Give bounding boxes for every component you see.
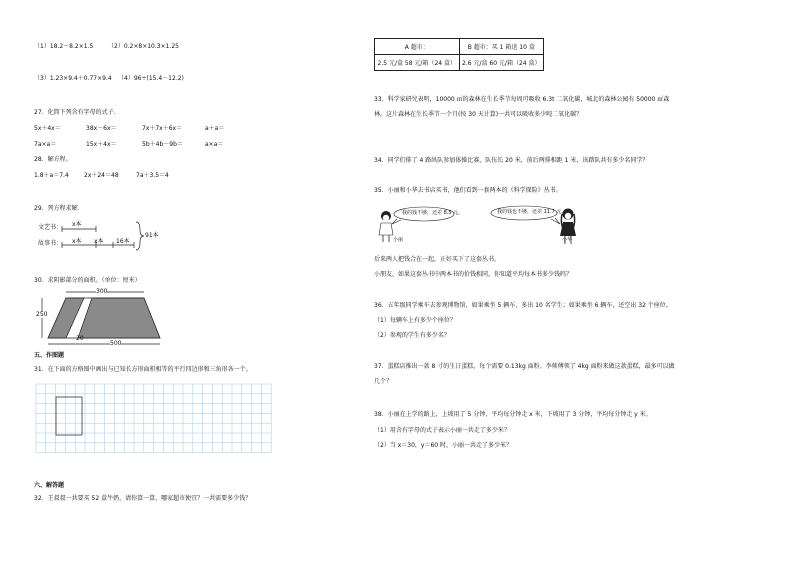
name-xiaohua: 小华 bbox=[562, 237, 573, 243]
speech-bubble-xiaoli: 我的钱不够，还差 8.5 元。 bbox=[402, 210, 464, 216]
q27-item: 5b＋4b－9b＝ bbox=[142, 141, 183, 148]
section-5-heading: 五、作图题 bbox=[34, 352, 65, 359]
q29-x-label: x本 bbox=[72, 238, 82, 245]
q38-part-1: （1）用含有字母的式子表示小丽一共走了多少米？ bbox=[374, 427, 510, 434]
q28-equation: 2x＋24＝48 bbox=[84, 172, 119, 179]
q34-text: 34．同学们排了 4 路纵队参加体操比赛，队伍长 20 米，前后两排相距 1 米，该踏队共有多少名同学？ bbox=[374, 157, 649, 164]
section-6-heading: 六、解答题 bbox=[34, 482, 65, 489]
q30-label-300: 300 bbox=[96, 288, 108, 295]
q27-item: a＋a＝ bbox=[205, 125, 225, 132]
supermarket-a-heading: A 超市： bbox=[375, 39, 460, 55]
q27-item: 7x＋7x＋6x＝ bbox=[142, 125, 183, 132]
q30-label-250: 250 bbox=[36, 311, 48, 318]
q27-item: 5x＋4x＝ bbox=[34, 125, 61, 132]
q36-line-1: 36．五年级同学乘车去参观博物馆，如果乘坐 5 辆车，多出 10 名学生；如果乘坐 6 辆车，还空出 32 个座位。 bbox=[374, 302, 672, 309]
q31-text: 31．在下面的方格图中画出与已知长方形面积相等的平行四边形和三角形各一个。 bbox=[34, 366, 252, 373]
girl-xiaoli-icon bbox=[379, 211, 393, 242]
q28-equation: 7a＋3.5＝4 bbox=[136, 172, 169, 179]
q36-part-2: （2）参观的学生有多少名？ bbox=[374, 332, 450, 339]
q30-label-20: 20 bbox=[76, 335, 84, 342]
q38-part-2: （2）当 x＝30，y＝60 时，小丽一共走了多少米？ bbox=[374, 442, 513, 449]
q29-label-literature: 文艺书： bbox=[38, 224, 63, 231]
supermarket-b-price: 2.6 元/盒 60 元/箱（24 盒） bbox=[459, 55, 544, 71]
q38-line-1: 38．小丽在上学的路上，上坡用了 5 分钟，平均每分钟走 x 米，下坡用了 3 分钟，平均每分钟走 y 米。 bbox=[374, 411, 652, 418]
q29-label-story: 故事书： bbox=[38, 240, 63, 247]
q28-equation: 1.8＋a＝7.4 bbox=[34, 172, 69, 179]
q26-expr-2: （2）0.2×8×10.3×1.25 bbox=[108, 43, 179, 50]
q28-title: 28．解方程。 bbox=[34, 156, 72, 163]
q27-item: 38x－6x＝ bbox=[86, 125, 117, 132]
q32-text: 32．王叔叔一共要买 52 盒牛奶，请你算一算，哪家超市便宜？一共需要多少钱？ bbox=[34, 495, 252, 502]
q27-title: 27．化简下列含有字母的式子． bbox=[34, 109, 120, 116]
q29-x-label: x本 bbox=[72, 221, 82, 228]
q29-total-label: 91本 bbox=[145, 232, 159, 239]
q29-x-label: x本 bbox=[94, 238, 104, 245]
q35-line-3: 小朋友，如果这套丛书中两本书的价钱相同，你知道平均每本书多少钱吗？ bbox=[374, 271, 573, 278]
q36-part-1: （1）每辆车上有多少个座位？ bbox=[374, 317, 456, 324]
q29-16-label: 16本 bbox=[116, 238, 130, 245]
q29-title: 29．列方程求解． bbox=[34, 205, 84, 212]
q35-line-1: 35．小丽和小华去书店买书，他们看到一套两本的《科学探险》丛书。 bbox=[374, 187, 562, 194]
q26-expr-4: （4）96÷(15.4－12.2) bbox=[118, 75, 184, 82]
supermarket-b-heading: B 超市：买 1 箱送 10 盒 bbox=[459, 39, 544, 55]
q33-line-2: 林。这片森林在生长季节一个月(按 30 天计算)一共可以吸收多少吨二氧化碳？ bbox=[374, 111, 583, 118]
q37-line-1: 37．蛋糕店推出一款 8 寸的生日蛋糕，每个需要 0.13kg 面粉。李师傅领了 4kg 面粉来做这款蛋糕，最多可以做 bbox=[374, 363, 675, 370]
q37-line-2: 几个？ bbox=[374, 378, 393, 385]
q30-label-500: 500 bbox=[110, 340, 122, 347]
q26-expr-1: （1）18.2－8.2×1.5 bbox=[34, 43, 94, 50]
q35-line-2: 后来两人把钱合在一起，正好买下了这套丛书。 bbox=[374, 256, 501, 263]
supermarket-a-price: 2.5 元/盒 58 元/箱（24 盒） bbox=[375, 55, 460, 71]
q27-item: 15x＋4x＝ bbox=[86, 141, 117, 148]
q33-line-1: 33．科学家研究表明，10000 ㎡的森林在生长季节每周可吸收 6.3t 二氧化碳，城北的森林公园有 50000 ㎡森 bbox=[374, 96, 670, 103]
q30-title: 30．求阴影部分的面积。（单位：厘米） bbox=[34, 277, 141, 284]
q27-item: 7a×a＝ bbox=[34, 141, 57, 148]
name-xiaoli: 小丽 bbox=[393, 237, 404, 243]
q26-expr-3: （3）1.23×9.4＋0.77×9.4 bbox=[34, 75, 112, 82]
speech-bubble-xiaohua: 我的钱也不够，还差 11.7 元。 bbox=[497, 209, 567, 215]
q27-item: a×a＝ bbox=[205, 141, 224, 148]
